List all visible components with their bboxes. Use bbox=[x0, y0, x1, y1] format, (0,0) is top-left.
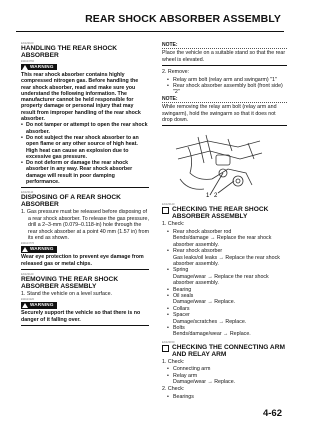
section-code: EAS23100 bbox=[21, 42, 34, 45]
warning-item: • Do not deform or damage the rear shock absorber in any way. Rear shock absorber damage will result in poor damping performance. bbox=[26, 160, 149, 185]
warning-label: WARNING bbox=[30, 63, 54, 69]
step-text: 1. Stand the vehicle on a level surface. bbox=[21, 290, 112, 297]
left-column bbox=[21, 42, 149, 329]
list-item: • Rear shock absorber bbox=[162, 248, 287, 254]
warning-badge bbox=[21, 64, 57, 70]
section-code: EAS23110 bbox=[21, 191, 34, 195]
section-code: EAS23140 bbox=[162, 203, 175, 207]
section-title-text: DISPOSING OF A REAR SHOCK ABSORBER bbox=[21, 194, 121, 209]
warning-body bbox=[21, 72, 149, 185]
page-title: REAR SHOCK ABSORBER ASSEMBLY bbox=[85, 13, 281, 25]
note-text: Place the vehicle on a suitable stand so that the rear wheel is elevated. bbox=[162, 50, 286, 63]
section-title-handling: HANDLING THE REAR SHOCK ABSORBER bbox=[21, 45, 117, 59]
section-title-checking-shock bbox=[162, 206, 287, 220]
step-text: 1. Check: bbox=[162, 221, 185, 228]
warning-item: • Do not tamper or attempt to open the rear shock absorber. bbox=[26, 122, 149, 135]
page-number: 4-62 bbox=[262, 408, 282, 419]
warning-badge bbox=[21, 302, 57, 308]
warning-icon bbox=[22, 247, 28, 252]
list-item-desc: Gas leaks/oil leaks → Replace the rear shock absorber assembly. bbox=[173, 254, 280, 267]
warning-text: Securely support the vehicle so that there is no danger of it falling over. bbox=[21, 310, 141, 323]
list-item: • Oil seals bbox=[162, 293, 287, 299]
step-text: 2. Check: bbox=[162, 386, 185, 393]
section-title-text: CHECKING THE CONNECTING ARM AND RELAY ARM bbox=[172, 343, 285, 358]
list-item-desc: Damage/wear → Replace. bbox=[173, 299, 236, 306]
list-item-desc: Bends/damage → Replace the rear shock absorber assembly. bbox=[173, 235, 272, 248]
section-code: EAS23150 bbox=[162, 340, 175, 344]
warning-label: WARNING bbox=[30, 302, 54, 308]
divider bbox=[162, 65, 287, 66]
section-title-checking-arm bbox=[162, 344, 287, 358]
section-code: EAS23120 bbox=[21, 272, 34, 276]
list-item-desc: Damage/wear → Replace. bbox=[173, 379, 236, 385]
checkbox-icon bbox=[162, 207, 169, 214]
warning-list bbox=[21, 122, 149, 185]
swingarm-drawing bbox=[168, 129, 268, 199]
warning-icon bbox=[22, 65, 28, 70]
step-text: 1. Gas pressure must be released before disposing of a rear shock absorber. To release the gas pressure, drill a 2–3-mm (0.079–0.118-in) hole through the rear shock absorber at a point 40 mm (1.57 in) from its end as shown. bbox=[21, 209, 149, 241]
warning-badge bbox=[21, 246, 57, 252]
step-text: 1. Check: bbox=[162, 358, 185, 365]
list-item: • Rear shock absorber rod bbox=[162, 229, 287, 235]
list-item: • Bearings bbox=[162, 394, 287, 400]
note-label: NOTE: bbox=[162, 96, 287, 103]
list-item: • Bolts bbox=[162, 325, 287, 331]
warning-code: EWA13770 bbox=[21, 242, 35, 246]
section-title-text: CHECKING THE REAR SHOCK ABSORBER ASSEMBLY bbox=[172, 206, 269, 221]
warning-text: Wear eye protection to prevent eye damage from released gas or metal chips. bbox=[21, 254, 144, 267]
warning-label: WARNING bbox=[30, 246, 54, 252]
list-item-desc: Damage/wear → Replace the rear shock absorber assembly. bbox=[173, 273, 269, 287]
warning-intro: This rear shock absorber contains highly compressed nitrogen gas. Before handling the rear shock absorber, read and make sure you understand the following information. The manufacturer cannot be held responsible for property damage or personal injury that may result from improper handling of the rear shock absorber. bbox=[21, 72, 141, 123]
list-item: • Relay arm bbox=[162, 373, 287, 379]
warning-code: EWA13120 bbox=[21, 298, 35, 302]
divider bbox=[21, 269, 149, 270]
right-column bbox=[162, 42, 287, 400]
checkbox-icon bbox=[162, 345, 169, 352]
divider bbox=[21, 187, 149, 188]
header-rule bbox=[16, 31, 284, 32]
list-item: • Spring bbox=[162, 267, 287, 273]
list-item-desc: Damage/scratches → Replace. bbox=[173, 318, 247, 325]
swingarm-illustration bbox=[168, 129, 268, 199]
list-item-desc: Bends/damage/wear → Replace. bbox=[173, 331, 251, 338]
warning-item: • Do not subject the rear shock absorber to an open flame or any other source of high heat. High heat can cause an explosion due to excessive gas pressure. bbox=[26, 135, 149, 160]
page-header bbox=[0, 8, 300, 38]
warning-code: EWA13760 bbox=[21, 60, 35, 63]
section-title-removing: REMOVING THE REAR SHOCK ABSORBER ASSEMBLY bbox=[21, 275, 119, 290]
list-item: • Bearing bbox=[162, 287, 287, 293]
divider bbox=[162, 125, 287, 126]
divider bbox=[21, 325, 149, 326]
list-item: • Rear shock absorber assembly bolt (front side) "2" bbox=[162, 83, 287, 96]
callout-label: 1 bbox=[206, 193, 210, 200]
step-text: 2. Remove: bbox=[162, 69, 190, 76]
list-item: • Collars bbox=[162, 306, 287, 312]
section-title-disposing bbox=[21, 194, 149, 208]
list-item: • Relay arm bolt (relay arm and swingarm) "1" bbox=[162, 77, 287, 83]
note-text: While removing the relay arm bolt (relay arm and swingarm), hold the swingarm so that it does not drop down. bbox=[162, 104, 277, 124]
note-label: NOTE: bbox=[162, 42, 287, 49]
list-item: • Spacer bbox=[162, 312, 287, 318]
list-item: • Connecting arm bbox=[162, 366, 287, 372]
callout-label: 2 bbox=[214, 193, 218, 200]
warning-icon bbox=[22, 303, 28, 308]
